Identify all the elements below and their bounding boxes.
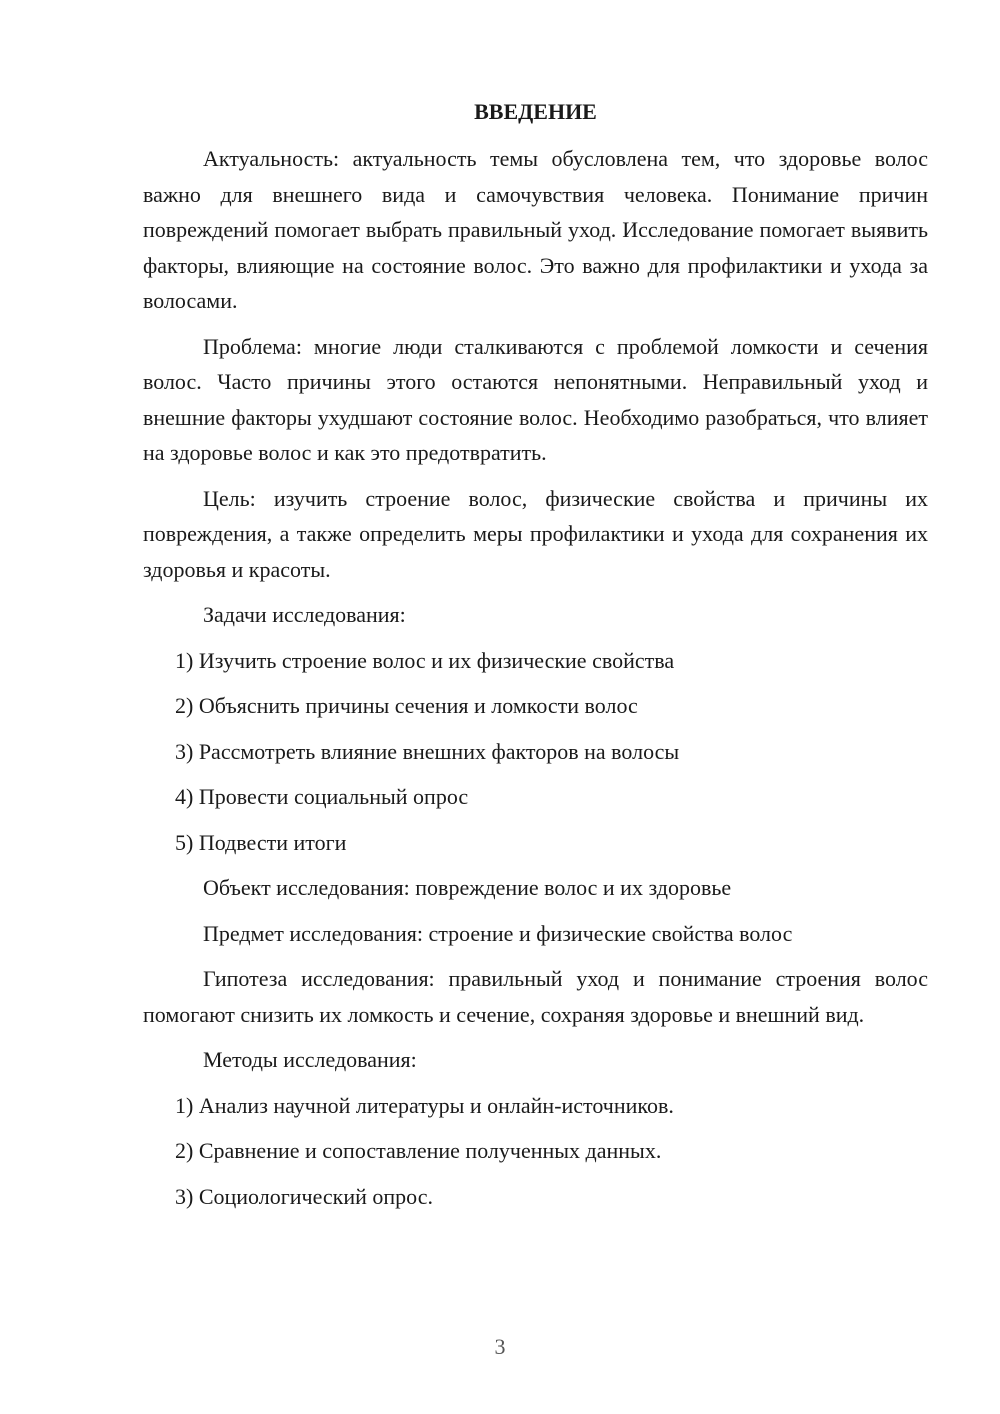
method-item: 3) Социологический опрос. [175,1183,433,1209]
problem-paragraph: Проблема: многие люди сталкиваются с проблемой ломкости и сечения волос. Часто причины этого остаются непонятными. Неправильный уход и внешние факторы ухудшают состояние волос. Необходимо разобраться, что влияет на здоровье волос и как это предотвратить. [143,333,928,465]
goal-paragraph: Цель: изучить строение волос, физические свойства и причины их повреждения, а также определить меры профилактики и ухода для сохранения их здоровья и красоты. [143,485,928,582]
task-item: 2) Объяснить причины сечения и ломкости волос [175,693,638,718]
research-object: Объект исследования: повреждение волос и их здоровье [203,875,732,900]
methods-heading: Методы исследования: [203,1047,417,1072]
page-number: 3 [494,1334,506,1359]
task-item: 1) Изучить строение волос и их физические свойства [175,647,675,673]
hypothesis-paragraph: Гипотеза исследования: правильный уход и понимание строения волос помогают снизить их ломкость и сечение, сохраняя здоровье и внешний вид. [143,966,928,1027]
task-item: 5) Подвести итоги [175,829,347,855]
method-item: 2) Сравнение и сопоставление полученных данных. [175,1138,662,1163]
task-item: 3) Рассмотреть влияние внешних факторов на волосы [175,738,680,764]
method-item: 1) Анализ научной литературы и онлайн-источников. [175,1092,674,1118]
page-content [143,94,928,1224]
relevance-paragraph: Актуальность: актуальность темы обусловлена тем, что здоровье волос важно для внешнего вида и самочувствия человека. Понимание причин повреждений помогает выбрать правильный уход. Исследование помогает выявить факторы, влияющие на состояние волос. Это важно для профилактики и ухода за волосами. [143,146,928,313]
research-subject: Предмет исследования: строение и физические свойства волос [203,920,793,946]
tasks-heading: Задачи исследования: [203,602,406,627]
task-item: 4) Провести социальный опрос [175,784,469,809]
section-title: ВВЕДЕНИЕ [474,99,597,124]
